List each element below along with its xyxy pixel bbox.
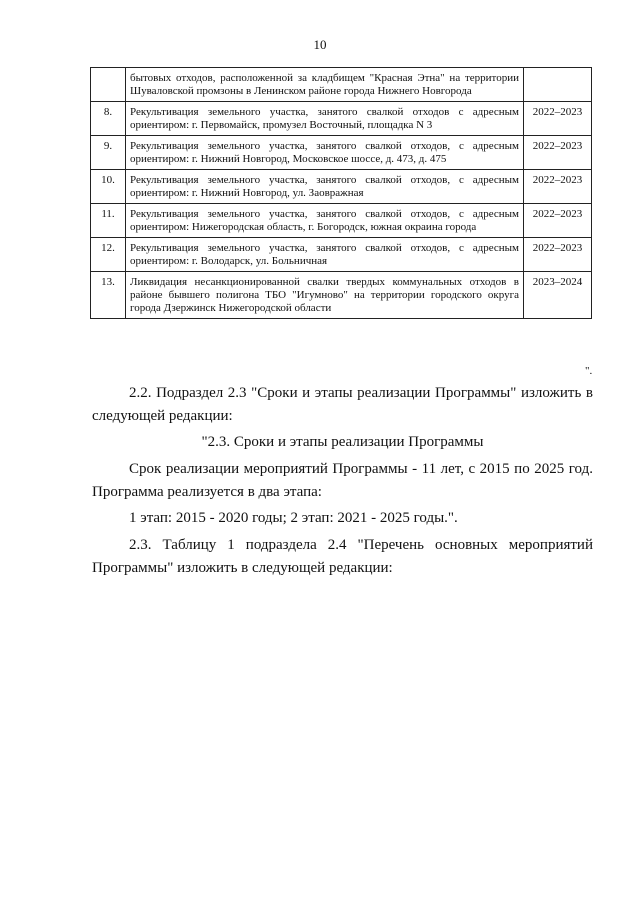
implementation-period-cell: 2022–2023 [524,136,592,170]
paragraph-2-3: 2.3. Таблицу 1 подраздела 2.4 "Перечень основных мероприятий Программы" изложить в следующей редакции: [92,537,593,576]
measure-description-cell: Ликвидация несанкционированной свалки твердых коммунальных отходов в районе бывшего полигона ТБО "Игумново" на территории городского округа города Дзержинск Нижегородской области [126,272,524,319]
implementation-period-cell: 2022–2023 [524,204,592,238]
table-row [91,272,592,319]
measure-description-cell: Рекультивация земельного участка, занятого свалкой отходов с адресным ориентиром: г. Первомайск, промузел Восточный, площадка N 3 [126,102,524,136]
table-row [91,170,592,204]
paragraph-program-term: Срок реализации мероприятий Программы - 11 лет, с 2015 по 2025 год. Программа реализуется в два этапа: [92,461,593,500]
measure-description-cell: Рекультивация земельного участка, занятого свалкой отходов, с адресным ориентиром: г. Нижний Новгород, Московское шоссе, д. 473, д. 475 [126,136,524,170]
implementation-period-cell: 2023–2024 [524,272,592,319]
measures-table [90,67,592,319]
implementation-period-cell: 2022–2023 [524,170,592,204]
paragraph-program-stages: 1 этап: 2015 - 2020 годы; 2 этап: 2021 - 2025 годы.". [129,510,458,526]
table-row [91,68,592,102]
paragraph-2-2: 2.2. Подраздел 2.3 "Сроки и этапы реализации Программы" изложить в следующей редакции: [92,385,593,424]
row-number-cell [91,68,126,102]
measure-description-cell: Рекультивация земельного участка, занятого свалкой отходов, с адресным ориентиром: г. Нижний Новгород, ул. Заовражная [126,170,524,204]
table-row [91,238,592,272]
measure-description-cell: бытовых отходов, расположенной за кладбищем "Красная Этна" на территории Шуваловской промзоны в Ленинском районе города Нижнего Новгорода [126,68,524,102]
table-closing-mark: ". [585,365,593,377]
measures-table-body [91,68,592,319]
row-number-cell: 8. [91,102,126,136]
measure-description-cell: Рекультивация земельного участка, занятого свалкой отходов, с адресным ориентиром: г. Володарск, ул. Больничная [126,238,524,272]
implementation-period-cell: 2022–2023 [524,102,592,136]
row-number-cell: 10. [91,170,126,204]
page-number: 10 [313,37,327,52]
measure-description-cell: Рекультивация земельного участка, занятого свалкой отходов, с адресным ориентиром: Нижегородская область, г. Богородск, южная окраина города [126,204,524,238]
row-number-cell: 11. [91,204,126,238]
implementation-period-cell: 2022–2023 [524,238,592,272]
row-number-cell: 13. [91,272,126,319]
table-row [91,136,592,170]
row-number-cell: 12. [91,238,126,272]
row-number-cell: 9. [91,136,126,170]
section-heading-2-3: "2.3. Сроки и этапы реализации Программы [201,434,484,450]
table-row [91,204,592,238]
implementation-period-cell [524,68,592,102]
table-row [91,102,592,136]
